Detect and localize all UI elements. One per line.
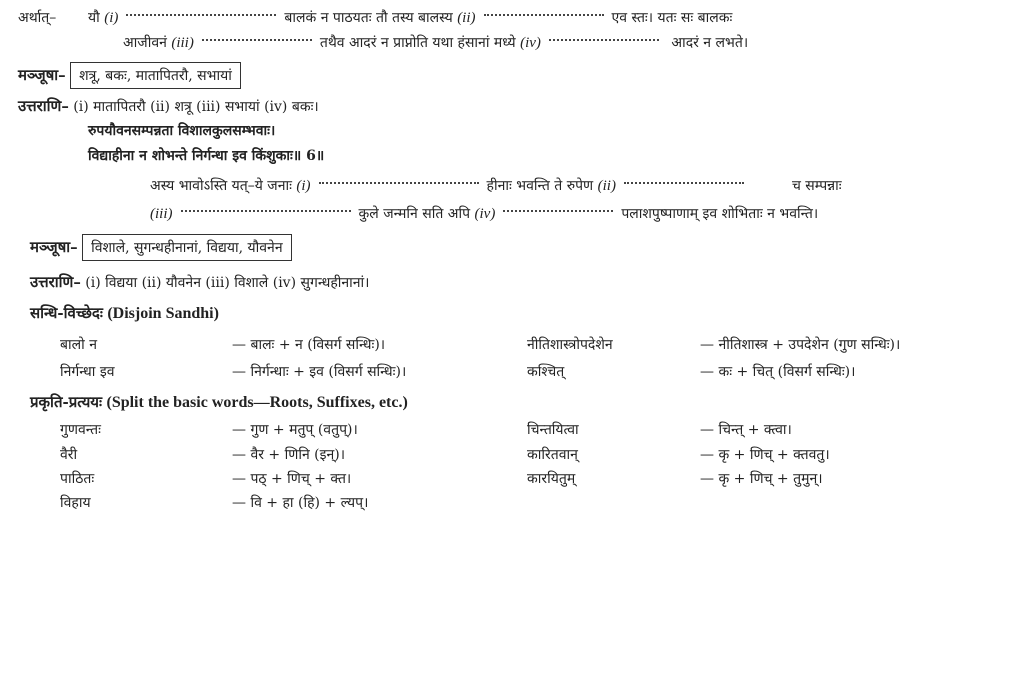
text: तथैव आदरं न प्राप्नोति यथा हंसानां मध्ये — [319, 35, 516, 51]
text: एव स्तः। यतः सः बालकः — [611, 10, 733, 26]
blank-number: (i) — [296, 178, 311, 194]
heading: प्रकृति-प्रत्ययः — [30, 393, 103, 411]
heading: सन्धि-विच्छेदः — [30, 304, 103, 322]
word-box: विशाले, सुगन्धहीनानां, विद्यया, यौवनेन — [82, 234, 291, 261]
split: — पठ् + णिच् + क्त। — [232, 471, 352, 487]
label: उत्तराणि– — [18, 97, 69, 115]
split: — वैर + णिनि (इन्)। — [232, 447, 346, 463]
blank — [181, 210, 351, 212]
word: कारयितुम् — [527, 471, 576, 487]
split: — कृ + णिच् + क्तवतु। — [700, 447, 830, 463]
blank — [319, 182, 479, 184]
split: — कः + चित् (विसर्ग सन्धिः)। — [700, 364, 856, 380]
blank-number: (ii) — [597, 178, 616, 194]
split: — चिन्त् + क्त्वा। — [700, 422, 792, 438]
word: कारितवान् — [527, 447, 578, 463]
passage2-line2 — [150, 204, 818, 223]
blank — [624, 182, 744, 184]
word: बालो न — [60, 337, 97, 353]
blank-number: (iii) — [150, 206, 173, 222]
text: यौ — [88, 10, 100, 26]
word: निर्गन्धा इव — [60, 364, 115, 380]
label: अर्थात्– — [18, 10, 57, 26]
text: पलाशपुष्पाणाम् इव शोभिताः न भवन्ति। — [621, 206, 819, 222]
answers-1 — [18, 96, 319, 116]
answers-2 — [30, 272, 369, 292]
split: — निर्गन्धाः + इव (विसर्ग सन्धिः)। — [232, 364, 407, 380]
word: कश्चित् — [527, 364, 565, 380]
text: च सम्पन्नाः — [791, 178, 842, 194]
split: — नीतिशास्त्र + उपदेशेन (गुण सन्धिः)। — [700, 337, 901, 353]
text: बालकं न पाठयतः तौ तस्य बालस्य — [284, 10, 453, 26]
verse-line-1: रुपयौवनसम्पन्नता विशालकुलसम्भवाः। — [88, 123, 276, 139]
prakriti-heading — [30, 392, 408, 412]
blank — [503, 210, 613, 212]
text: अस्य भावोऽस्ति यत्–ये जनाः — [150, 178, 292, 194]
text: हीनाः भवन्ति ते रुपेण — [486, 178, 594, 194]
blank — [549, 39, 659, 41]
blank-number: (iv) — [520, 35, 541, 51]
passage1-line1 — [88, 8, 732, 27]
sandhi-heading — [30, 303, 219, 323]
split: — बालः + न (विसर्ग सन्धिः)। — [232, 337, 386, 353]
label: मञ्जूषा– — [18, 66, 66, 84]
text: आदरं न लभते। — [671, 35, 749, 51]
label: उत्तराणि– — [30, 273, 81, 291]
text: (i) मातापितरौ (ii) शत्रू (iii) सभायां (iv) बकः। — [73, 99, 319, 115]
word: गुणवन्तः — [60, 422, 101, 438]
text: (i) विद्यया (ii) यौवनेन (iii) विशाले (iv) सुगन्धहीनानां। — [85, 275, 370, 291]
split: — वि + हा (हि) + ल्यप्। — [232, 495, 369, 511]
blank-number: (iv) — [474, 206, 496, 222]
blank — [126, 14, 276, 16]
word: नीतिशास्त्रोपदेशेन — [527, 337, 613, 353]
split: — गुण + मतुप् (वतुप्)। — [232, 422, 358, 438]
word-box-1 — [18, 62, 241, 89]
word-box-2 — [30, 234, 292, 261]
blank — [202, 39, 312, 41]
word: वैरी — [60, 447, 78, 463]
text: कुले जन्मनि सति अपि — [358, 206, 471, 222]
label: मञ्जूषा– — [30, 238, 78, 256]
blank-number: (iii) — [171, 35, 194, 51]
word-box: शत्रू, बकः, मातापितरौ, सभायां — [70, 62, 241, 89]
passage1-label — [18, 8, 56, 27]
word: विहाय — [60, 495, 91, 511]
blank-number: (ii) — [457, 10, 476, 26]
text: आजीवनं — [123, 35, 167, 51]
verse-line-2: विद्याहीना न शोभन्ते निर्गन्धा इव किंशुकाः॥ 6॥ — [88, 148, 325, 164]
split: — कृ + णिच् + तुमुन्। — [700, 471, 823, 487]
passage1-line2 — [123, 33, 748, 52]
passage2-line1 — [150, 176, 842, 195]
blank — [484, 14, 604, 16]
blank-number: (i) — [104, 10, 119, 26]
word: चिन्तयित्वा — [527, 422, 579, 438]
word: पाठितः — [60, 471, 95, 487]
heading-en: (Disjoin Sandhi) — [107, 305, 219, 322]
heading-en: (Split the basic words—Roots, Suffixes, etc.) — [106, 394, 408, 411]
